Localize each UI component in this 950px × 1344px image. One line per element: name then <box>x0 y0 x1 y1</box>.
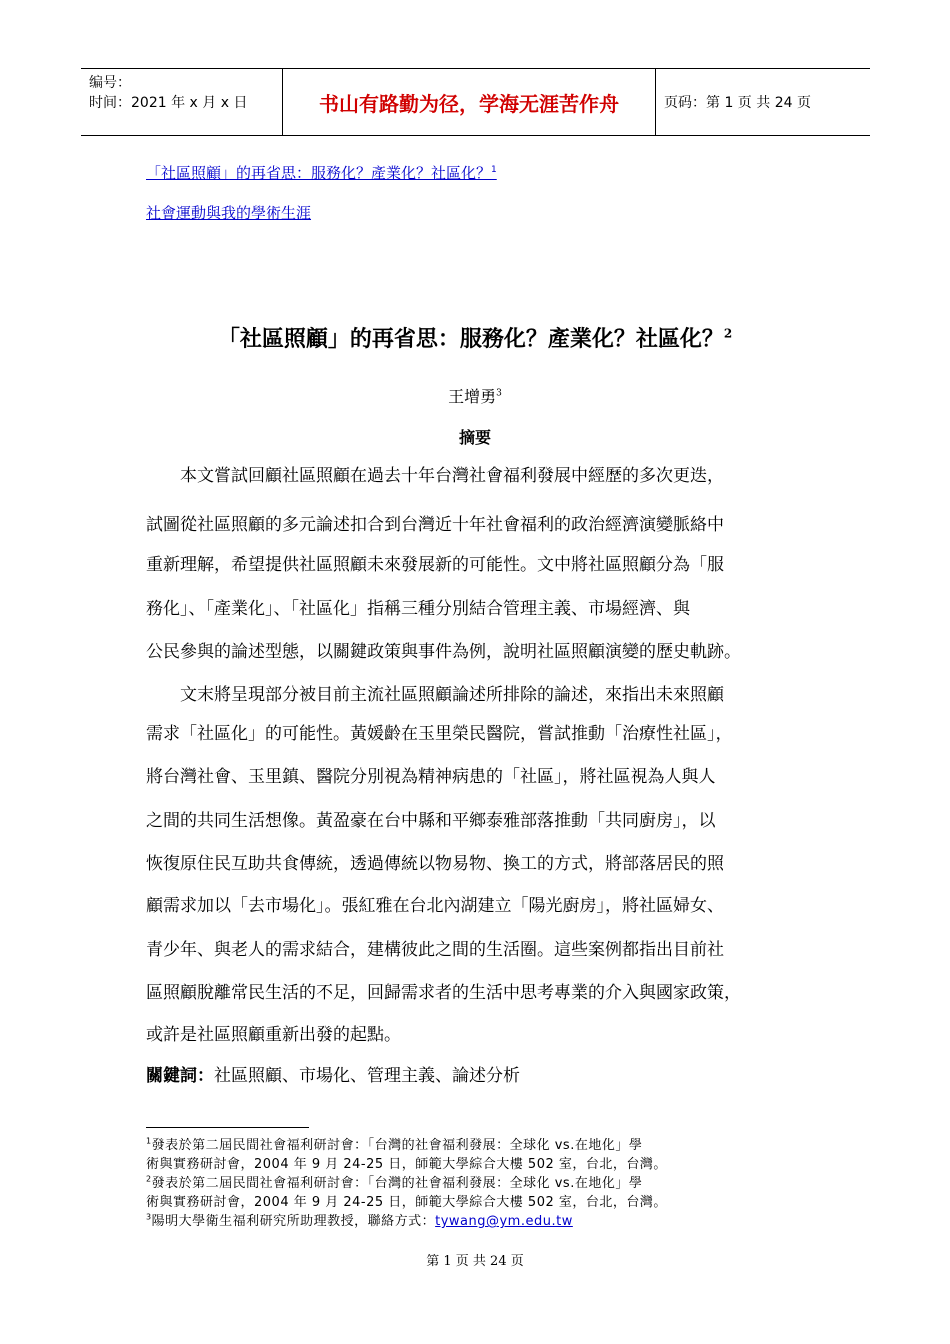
abstract-line: 務化」、「產業化」、「社區化」指稱三種分別結合管理主義、市場經濟、與 <box>146 599 690 619</box>
footnote-3-text: 陽明大學衛生福利研究所助理教授，聯絡方式： <box>151 1214 436 1229</box>
author-footnote-ref: 3 <box>496 388 502 399</box>
abstract-line: 青少年、與老人的需求結合，建構彼此之間的生活圈。這些案例都指出目前社 <box>146 940 724 960</box>
abstract-line: 本文嘗試回顧社區照顧在過去十年台灣社會福利發展中經歷的多次更迭， <box>180 466 724 486</box>
footnote-1-line1: 發表於第二屆民間社會福利研討會：「台灣的社會福利發展：全球化 vs.在地化」學 <box>151 1138 643 1153</box>
abstract-line: 文末將呈現部分被目前主流社區照顧論述所排除的論述，來指出未來照顧 <box>180 685 724 705</box>
keywords <box>146 1061 520 1086</box>
footnote-3 <box>146 1210 573 1229</box>
toc-link-1-sup: 1 <box>491 165 497 175</box>
page-footer: 第 1 页 共 24 页 <box>426 1254 524 1269</box>
header-motto: 书山有路勤为径，学海无涯苦作舟 <box>283 69 656 135</box>
abstract-line: 顧需求加以「去市場化」。張紅雅在台北內湖建立「陽光廚房」，將社區婦女、 <box>146 896 724 916</box>
abstract-line: 重新理解，希望提供社區照顧未來發展新的可能性。文中將社區照顧分為「服 <box>146 555 724 575</box>
footnote-2-cont: 術與實務研討會，2004 年 9 月 24-25 日，師範大學綜合大樓 502 室，台北，台灣。 <box>146 1195 667 1210</box>
footnote-separator <box>146 1127 309 1128</box>
footnote-1-number: 1 <box>146 1136 152 1146</box>
abstract-heading: 摘要 <box>458 428 491 447</box>
keywords-text: 社區照顧、市場化、管理主義、論述分析 <box>214 1066 520 1086</box>
footnote-1 <box>146 1134 642 1153</box>
abstract-line: 之間的共同生活想像。黃盈豪在台中縣和平鄉泰雅部落推動「共同廚房」，以 <box>146 811 716 831</box>
document-date: 时间：2021 年 x 月 x 日 <box>89 95 248 111</box>
title-footnote-ref: 2 <box>723 326 733 341</box>
abstract-line: 或許是社區照顧重新出發的起點。 <box>146 1025 401 1045</box>
footnote-2 <box>146 1172 642 1191</box>
header-meta <box>81 69 283 135</box>
author-email-link[interactable]: tywang@ym.edu.tw <box>435 1214 573 1229</box>
toc-link-1[interactable] <box>146 162 497 183</box>
abstract-line: 公民參與的論述型態，以關鍵政策與事件為例，說明社區照顧演變的歷史軌跡。 <box>146 642 741 662</box>
footnote-3-number: 3 <box>146 1212 152 1222</box>
document-number: 编号： <box>89 75 131 91</box>
footnote-2-line1: 發表於第二屆民間社會福利研討會：「台灣的社會福利發展：全球化 vs.在地化」學 <box>151 1176 643 1191</box>
abstract-line: 恢復原住民互助共食傳統，透過傳統以物易物、換工的方式，將部落居民的照 <box>146 854 724 874</box>
toc-link-2[interactable]: 社會運動與我的學術生涯 <box>146 204 312 222</box>
abstract-line: 區照顧脫離常民生活的不足，回歸需求者的生活中思考專業的介入與國家政策， <box>146 983 741 1003</box>
page-header <box>81 68 870 136</box>
title-text: 「社區照顧」的再省思：服務化？產業化？社區化？ <box>217 326 724 352</box>
page-title <box>0 322 950 353</box>
keywords-label: 關鍵詞： <box>146 1066 214 1086</box>
footnote-2-number: 2 <box>146 1174 152 1184</box>
footnote-1-cont: 術與實務研討會，2004 年 9 月 24-25 日，師範大學綜合大樓 502 室，台北，台灣。 <box>146 1157 667 1172</box>
abstract-line: 將台灣社會、玉里鎮、醫院分別視為精神病患的「社區」，將社區視為人與人 <box>146 767 716 787</box>
author <box>0 384 950 407</box>
abstract-line: 試圖從社區照顧的多元論述扣合到台灣近十年社會福利的政治經濟演變脈絡中 <box>146 515 724 535</box>
header-page-number: 页码：第 1 页 共 24 页 <box>664 95 811 111</box>
toc-link-1-text[interactable]: 「社區照顧」的再省思：服務化？產業化？社區化？ <box>146 164 492 182</box>
abstract-line: 需求「社區化」的可能性。黃媛齡在玉里榮民醫院，嘗試推動「治療性社區」， <box>146 724 733 744</box>
author-name: 王增勇 <box>448 387 497 406</box>
